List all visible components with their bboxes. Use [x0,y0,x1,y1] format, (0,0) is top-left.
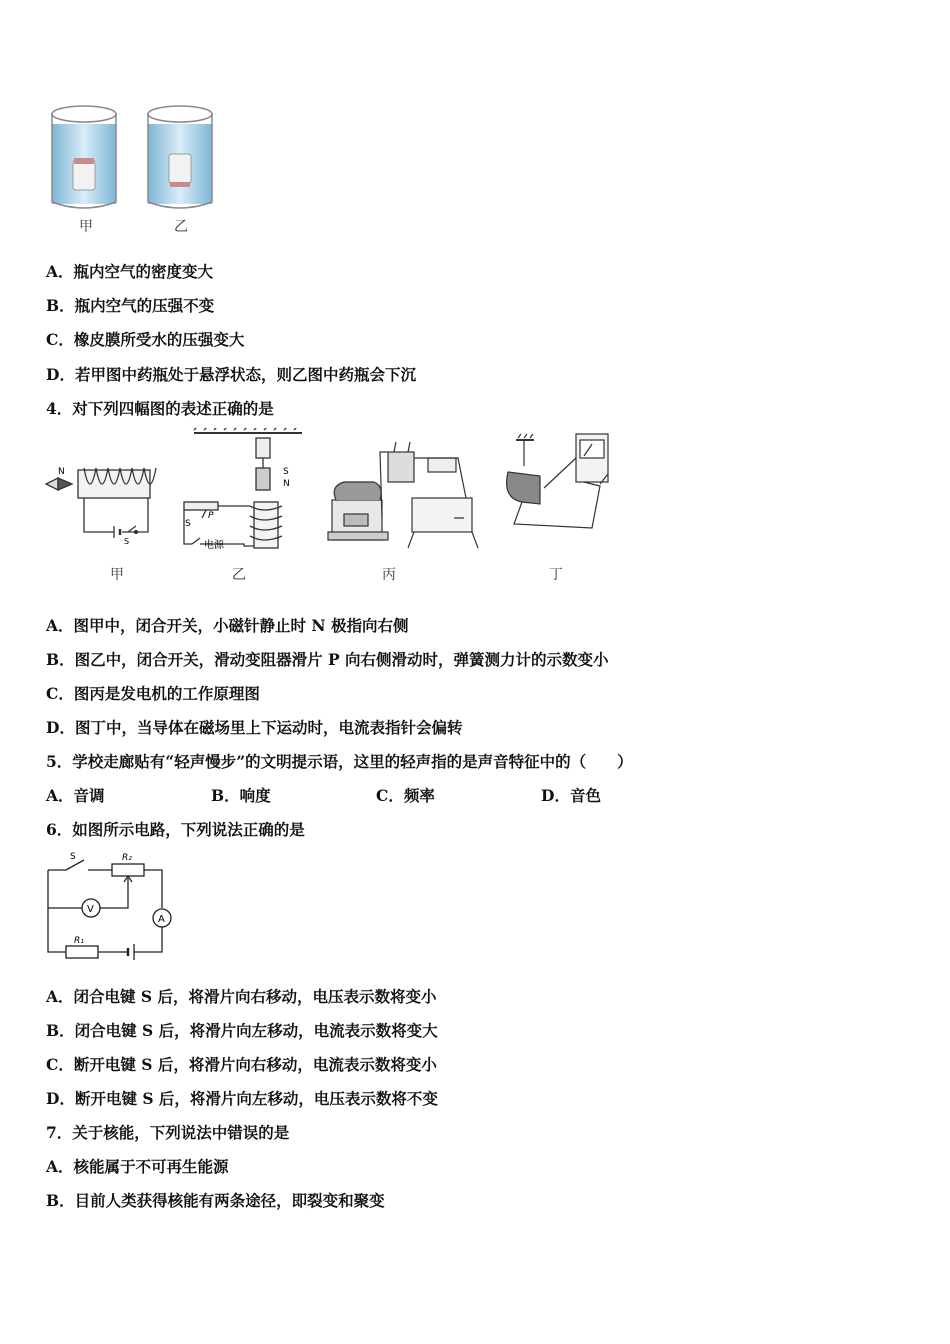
q4-yi-spring-n: N [283,479,290,489]
q5-option-c[interactable]: C．频率 [376,786,435,805]
q4-jia-switch-label: S [124,537,130,546]
beaker-jia [52,106,116,208]
q4-jia-n-label: N [58,467,65,477]
q6-option-b[interactable]: B．闭合电键 S 后，将滑片向左移动，电流表示数将变大 [46,1021,438,1040]
r2-resistor [112,864,144,876]
q5-option-d[interactable]: D．音色 [541,786,601,805]
q7-option-b[interactable]: B．目前人类获得核能有两条途径，即裂变和聚变 [46,1191,385,1210]
q4-caption-bing: 丙 [382,567,396,583]
beakers-illustration [48,102,223,237]
q3-figure [48,102,223,237]
q6-option-a[interactable]: A．闭合电键 S 后，将滑片向右移动，电压表示数将变小 [46,987,437,1006]
q5-option-b[interactable]: B．响度 [211,786,271,805]
q6-ammeter-label: A [158,914,165,925]
r1-resistor [66,946,98,958]
q7-stem: 7．关于核能，下列说法中错误的是 [46,1123,290,1142]
q3-option-a[interactable]: A．瓶内空气的密度变大 [46,262,214,281]
q6-r1-label: R₁ [74,936,84,946]
q6-option-d[interactable]: D．断开电键 S 后，将滑片向左移动，电压表示数将不变 [46,1089,438,1108]
q4-fig-jia [46,468,156,538]
q4-yi-power-label: 电源 [204,540,224,551]
q4-fig-bing [328,442,478,548]
q6-circuit [44,848,180,964]
q6-voltmeter-label: V [87,904,94,915]
q4-option-b[interactable]: B．图乙中，闭合开关，滑动变阻器滑片 P 向右侧滑动时，弹簧测力计的示数变小 [46,650,609,669]
q6-stem: 6．如图所示电路，下列说法正确的是 [46,820,305,839]
q4-yi-spring-s: S [283,467,289,477]
q5-option-a[interactable]: A．音调 [46,786,105,805]
q3-option-d[interactable]: D．若甲图中药瓶处于悬浮状态，则乙图中药瓶会下沉 [46,365,416,384]
caption-jia: 甲 [79,219,93,235]
q6-r2-label: R₂ [122,853,132,863]
q4-yi-slider-p: P [208,511,214,521]
q7-option-a[interactable]: A．核能属于不可再生能源 [46,1157,229,1176]
q6-switch-label: S [70,852,76,862]
q4-caption-yi: 乙 [232,567,246,583]
q3-option-c[interactable]: C．橡皮膜所受水的压强变大 [46,330,245,349]
beaker-yi [148,106,212,208]
q3-option-b[interactable]: B．瓶内空气的压强不变 [46,296,215,315]
caption-yi: 乙 [174,219,188,235]
q4-option-c[interactable]: C．图丙是发电机的工作原理图 [46,684,260,703]
q4-stem: 4．对下列四幅图的表述正确的是 [46,399,274,418]
q4-figures [44,428,624,588]
q6-option-c[interactable]: C．断开电键 S 后，将滑片向右移动，电流表示数将变小 [46,1055,437,1074]
q4-caption-jia: 甲 [110,567,124,583]
q4-caption-ding: 丁 [549,567,563,583]
q4-fig-ding [507,434,608,528]
q5-stem: 5．学校走廊贴有“轻声慢步”的文明提示语，这里的轻声指的是声音特征中的（ ） [46,752,633,771]
q4-yi-switch-label: S [185,519,191,529]
q4-option-a[interactable]: A．图甲中，闭合开关，小磁针静止时 N 极指向右侧 [46,616,409,635]
q4-option-d[interactable]: D．图丁中，当导体在磁场里上下运动时，电流表指针会偏转 [46,718,463,737]
